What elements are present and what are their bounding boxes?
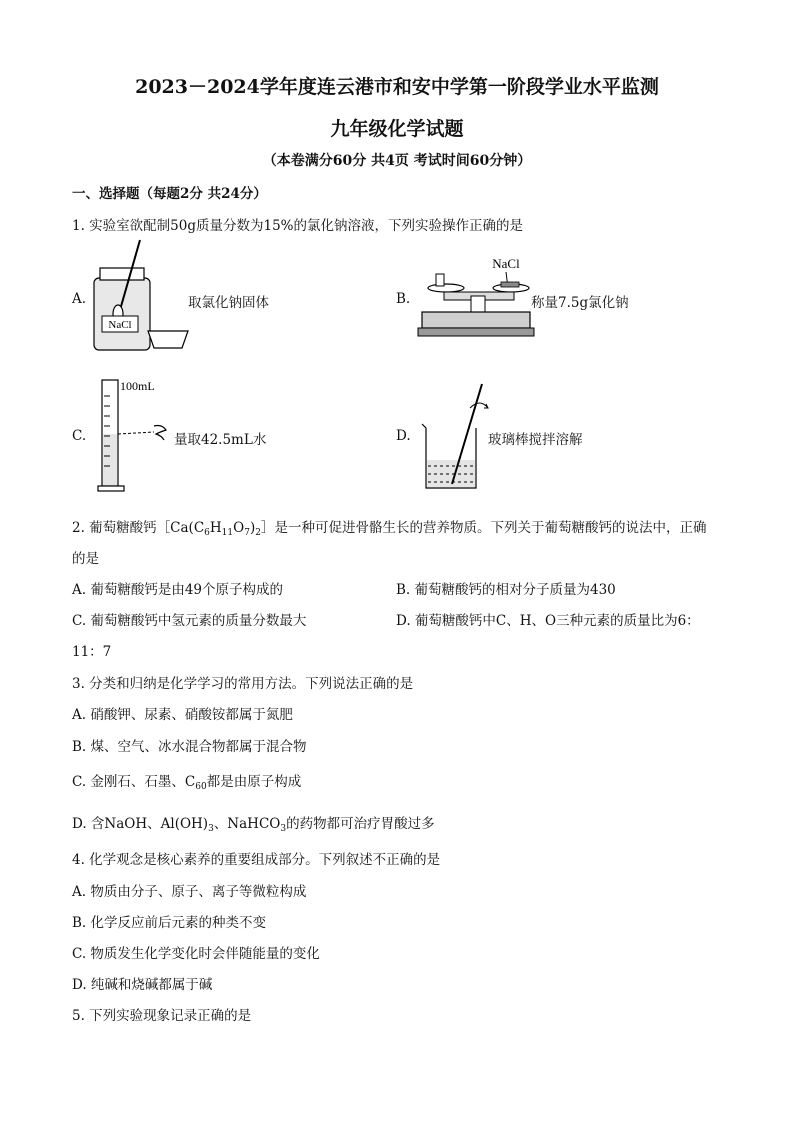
q4-stem: 4. 化学观念是核心素养的重要组成部分。下列叙述不正确的是 [72, 852, 441, 868]
q2-option-c: C. 葡萄糖酸钙中氢元素的质量分数最大 [72, 613, 307, 629]
nacl-label-a: NaCl [108, 319, 132, 331]
q2-option-d-continued: 11：7 [72, 644, 112, 660]
q1-option-b-text: 称量7.5g氯化钠 [531, 295, 629, 311]
q2-option-a: A. 葡萄糖酸钙是由49个原子构成的 [72, 582, 284, 598]
q4-option-c: C. 物质发生化学变化时会伴随能量的变化 [72, 946, 320, 962]
q4-option-a: A. 物质由分子、原子、离子等微粒构成 [72, 884, 307, 900]
q3-option-c: C. 金刚石、石墨、$C_{60}$都是由原子构成 [72, 774, 302, 792]
exam-note: （本卷满分60分 共4页 考试时间60分钟） [262, 153, 532, 169]
reagent-bottle-illustration [88, 240, 198, 355]
graduated-cylinder-illustration [96, 376, 176, 496]
q3-option-b: B. 煤、空气、冰水混合物都属于混合物 [72, 739, 307, 755]
nacl-label-b: NaCl [492, 256, 520, 271]
q1-option-c-letter: C. [72, 428, 87, 444]
cylinder-label: 100mL [120, 379, 155, 393]
q1-option-a-text: 取氯化钠固体 [188, 295, 269, 311]
q3-option-d: D. 含NaOH、$Al(OH)_3$、NaHCO$_3$的药物都可治疗胃酸过多 [72, 816, 435, 834]
exam-subtitle: 九年级化学试题 [330, 118, 464, 140]
q5-stem: 5. 下列实验现象记录正确的是 [72, 1008, 252, 1024]
q1-stem: 1. 实验室欲配制50g质量分数为15%的氯化钠溶液，下列实验操作正确的是 [72, 218, 523, 234]
beaker-stirring-illustration [416, 380, 496, 495]
balance-scale-illustration [416, 252, 536, 342]
q4-option-b: B. 化学反应前后元素的种类不变 [72, 915, 267, 931]
q2-stem: 2. 葡萄糖酸钙$[Ca(C_6H_{11}O_7)_2]$是一种可促进骨骼生长的营养物质。下列关于葡萄糖酸钙的说法中，正确 [72, 520, 707, 538]
q1-option-c-text: 量取42.5mL水 [174, 432, 267, 448]
q4-option-d: D. 纯碱和烧碱都属于碱 [72, 977, 213, 993]
q1-option-d-letter: D. [396, 428, 411, 444]
exam-title: 2023－2024学年度连云港市和安中学第一阶段学业水平监测 [135, 76, 659, 98]
section-heading: 一、选择题（每题2分 共24分） [72, 186, 267, 202]
q2-option-d: D. 葡萄糖酸钙中C、H、O三种元素的质量比为6： [396, 613, 700, 629]
q3-stem: 3. 分类和归纳是化学学习的常用方法。下列说法正确的是 [72, 676, 414, 692]
q3-option-a: A. 硝酸钾、尿素、硝酸铵都属于氮肥 [72, 707, 293, 723]
q2-option-b: B. 葡萄糖酸钙的相对分子质量为430 [396, 582, 616, 598]
q2-stem-line2: 的是 [72, 551, 99, 567]
q1-option-a-letter: A. [72, 291, 87, 307]
q1-option-b-letter: B. [396, 291, 411, 307]
q1-option-d-text: 玻璃棒搅拌溶解 [488, 432, 583, 448]
